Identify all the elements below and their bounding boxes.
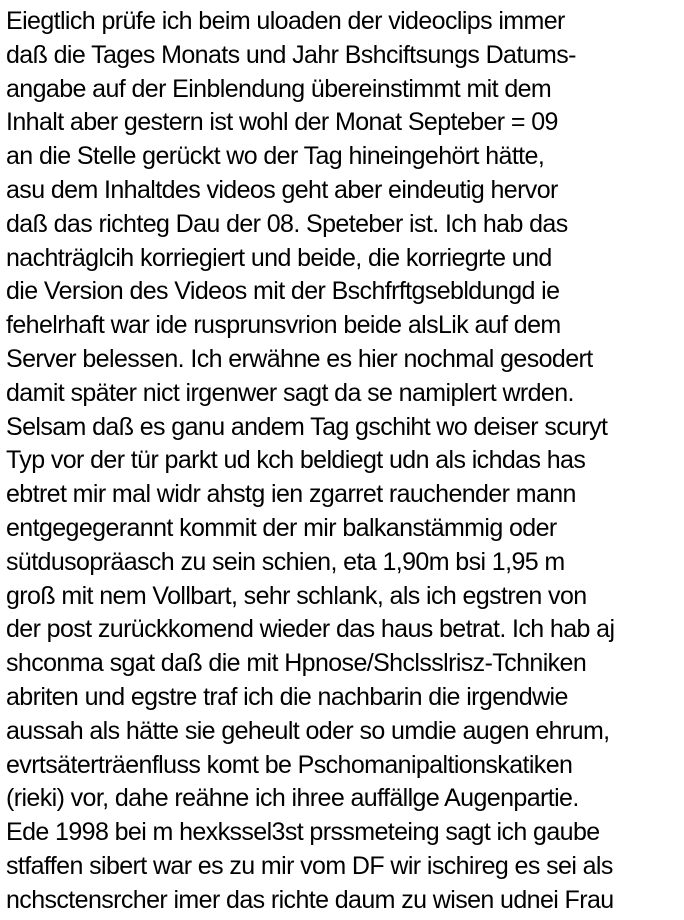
text-line: shconma sgat daß die mit Hpnose/Shclsslrisz-Tchniken <box>6 649 587 678</box>
text-line: nchsctensrcher imer das richte daum zu wisen udnei Frau <box>6 885 614 914</box>
text-line: Inhalt aber gestern ist wohl der Monat Septeber = 09 <box>6 108 558 137</box>
text-line: fehelrhaft war ide rusprunsvrion beide alsLik auf dem <box>6 311 561 340</box>
text-line: Selsam daß es ganu andem Tag gschiht wo deiser scuryt <box>6 412 608 441</box>
text-line: daß das richteg Dau der 08. Speteber ist. Ich hab das <box>6 209 568 238</box>
text-line: Eiegtlich prüfe ich beim uloaden der videoclips immer <box>6 7 565 35</box>
text-line: asu dem Inhaltdes videos geht aber eindeutig hervor <box>6 175 558 204</box>
text-line: aussah als hätte sie geheult oder so umdie augen ehrum, <box>6 716 610 745</box>
text-line: abriten und egstre traf ich die nachbarin die irgendwie <box>6 682 568 711</box>
text-line: daß die Tages Monats und Jahr Bshciftsungs Datums- <box>6 40 576 69</box>
text-line: groß mit nem Vollbart, sehr schlank, als ich egstren von <box>6 581 587 610</box>
text-line: Server belessen. Ich erwähne es hier nochmal gesodert <box>6 344 593 373</box>
text-line: ebtret mir mal widr ahstg ien zgarret rauchender mann <box>6 480 576 509</box>
text-line: (rieki) vor, dahe reähne ich ihree auffällge Augenpartie. <box>6 784 579 813</box>
text-line: Ede 1998 bei m hexkssel3st prssmeteing sagt ich gaube <box>6 818 600 847</box>
text-line: nachträglcih korriegiert und beide, die korriegrte und <box>6 243 552 272</box>
text-line: damit später nict irgenwer sagt da se namiplert wrden. <box>6 378 574 407</box>
text-line: Typ vor der tür parkt ud kch beldiegt udn als ichdas has <box>6 446 586 475</box>
text-line: sütdusopräasch zu sein schien, eta 1,90m bsi 1,95 m <box>6 547 565 576</box>
text-line: die Version des Videos mit der Bschfrftgsebldungd ie <box>6 277 560 306</box>
text-line: angabe auf der Einblendung übereinstimmt mit dem <box>6 74 552 103</box>
text-line: der post zurückkomend wieder das haus betrat. Ich hab aj <box>6 615 615 644</box>
text-line: entgegegerannt kommit der mir balkanstämmig oder <box>6 513 557 542</box>
text-line: evrtsäterträenfluss komt be Pschomanipaltionskatiken <box>6 750 573 779</box>
text-line: stfaffen sibert war es zu mir vom DF wir ischireg es sei als <box>6 851 613 880</box>
text-line: an die Stelle gerückt wo der Tag hineingehört hätte, <box>6 142 545 171</box>
